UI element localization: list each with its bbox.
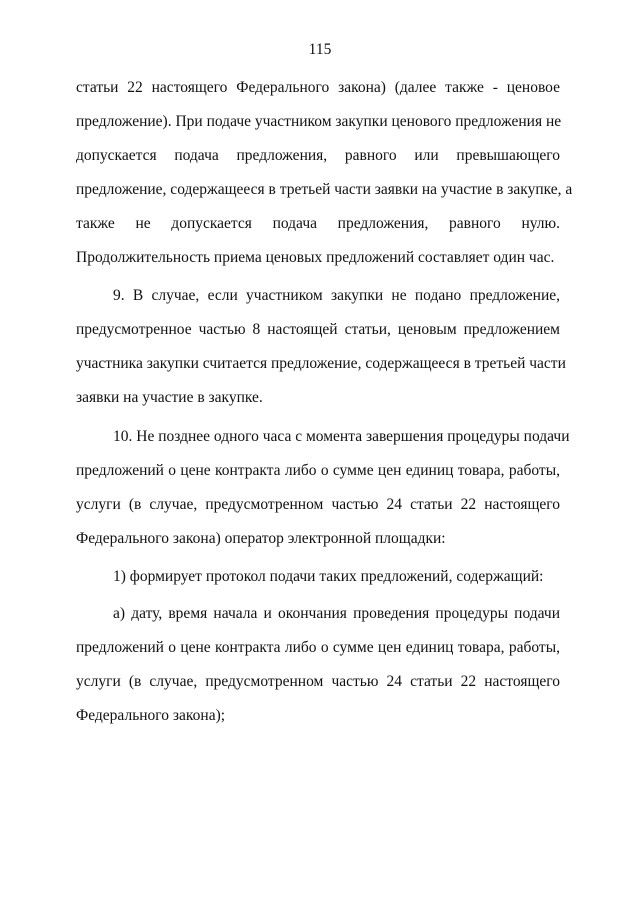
text-line: статьи 22 настоящего Федерального закона) (далее также - ценовое: [76, 79, 560, 96]
text-line: предусмотренное частью 8 настоящей статьи, ценовым предложением: [76, 321, 560, 338]
paragraph-first-line: 9. В случае, если участником закупки не подано предложение,: [113, 287, 560, 304]
text-line: предложений о цене контракта либо о сумме цен единиц товара, работы,: [76, 462, 560, 479]
page-number: 115: [308, 41, 332, 58]
text-line: Федерального закона);: [76, 707, 226, 724]
text-line: Федерального закона) оператор электронной площадки:: [76, 530, 446, 547]
text-line: предложение, содержащееся в третьей части заявки на участие в закупке, а: [76, 181, 573, 198]
text-line: услуги (в случае, предусмотренном частью 24 статьи 22 настоящего: [76, 496, 560, 513]
paragraph-first-line: 1) формирует протокол подачи таких предложений, содержащий:: [113, 568, 544, 585]
text-line: участника закупки считается предложение, содержащееся в третьей части: [76, 355, 566, 372]
text-line: заявки на участие в закупке.: [76, 389, 263, 406]
paragraph-first-line: 10. Не позднее одного часа с момента завершения процедуры подачи: [113, 428, 570, 445]
text-line: также не допускается подача предложения, равного нулю.: [76, 215, 560, 232]
text-line: предложение). При подаче участником закупки ценового предложения не: [76, 113, 562, 130]
text-line: предложений о цене контракта либо о сумме цен единиц товара, работы,: [76, 639, 560, 656]
text-line: услуги (в случае, предусмотренном частью 24 статьи 22 настоящего: [76, 673, 560, 690]
paragraph-first-line: а) дату, время начала и окончания проведения процедуры подачи: [113, 605, 560, 622]
text-line: Продолжительность приема ценовых предложений составляет один час.: [76, 249, 555, 266]
text-line: допускается подача предложения, равного или превышающего: [76, 147, 560, 164]
